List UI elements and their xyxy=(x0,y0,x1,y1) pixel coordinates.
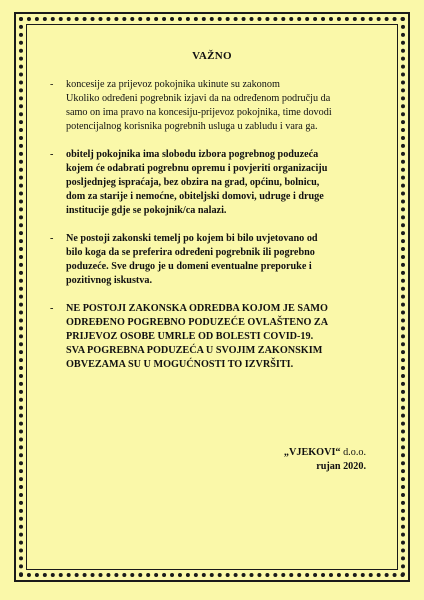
item-line: posljednjeg ispraćaja, bez obzira na grad, općinu, bolnicu, xyxy=(66,177,320,188)
item-line: ODREĐENO POGREBNO PODUZEĆE OVLAŠTENO ZA xyxy=(66,317,329,328)
item-line: institucije gdje se pokojnik/ca nalazi. xyxy=(66,205,227,216)
item-line: poduzeće. Sve drugo je u domeni eventualne preporuke i xyxy=(66,261,312,272)
item-line: bilo koga da se preferira određeni pogrebnik ili pogrebno xyxy=(66,247,315,258)
item-line: kojem će odabrati pogrebnu opremu i povjeriti organizaciju xyxy=(66,163,328,174)
signature-date: rujan 2020. xyxy=(316,461,366,472)
item-line: obitelj pokojnika ima slobodu izbora pogrebnog poduzeća xyxy=(66,149,319,160)
list-item-covid-notice xyxy=(50,302,366,372)
signature-block xyxy=(284,446,366,474)
list-dash: - xyxy=(50,233,54,244)
item-line: NE POSTOJI ZAKONSKA ODREDBA KOJOM JE SAMO xyxy=(66,303,328,314)
company-name: „VJEKOVI“ xyxy=(283,447,341,458)
list-dash: - xyxy=(50,149,54,160)
list-dash: - xyxy=(50,79,54,90)
list-item-no-legal-basis xyxy=(50,232,366,288)
item-line: dom za starije i nemoćne, obiteljski domovi, udruge i druge xyxy=(66,191,324,202)
signature-company xyxy=(284,446,366,460)
document-title: VAŽNO xyxy=(192,50,232,62)
list-dash: - xyxy=(50,303,54,314)
list-item-family-choice xyxy=(50,148,366,218)
item-line: potencijalnog korisnika pogrebnih usluga u zabludu i vara ga. xyxy=(66,121,318,132)
item-line: pozitivnog iskustva. xyxy=(66,275,153,286)
item-line: Ukoliko određeni pogrebnik izjavi da na određenom području da xyxy=(66,93,331,104)
company-suffix: d.o.o. xyxy=(340,447,366,458)
list-item-concessions xyxy=(50,78,366,134)
item-line: SVA POGREBNA PODUZEĆA U SVOJIM ZAKONSKIM xyxy=(66,345,323,356)
item-line: PRIJEVOZ OSOBE UMRLE OD BOLESTI COVID-19. xyxy=(66,331,314,342)
item-line: koncesije za prijevoz pokojnika ukinute su zakonom xyxy=(66,79,280,90)
item-line: samo on ima pravo na koncesiju-prijevoz pokojnika, time dovodi xyxy=(66,107,332,118)
item-line: OBVEZAMA SU U MOGUĆNOSTI TO IZVRŠITI. xyxy=(66,359,294,370)
item-line: Ne postoji zakonski temelj po kojem bi bilo uvjetovano od xyxy=(66,233,318,244)
